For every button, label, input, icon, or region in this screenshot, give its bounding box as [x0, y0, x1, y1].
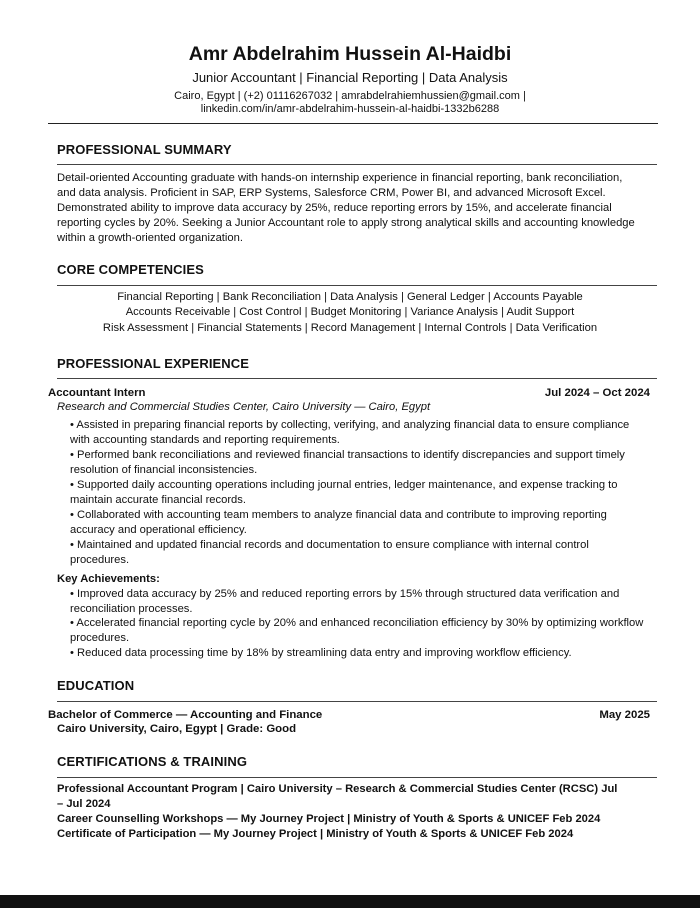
competencies-line-2: Accounts Receivable | Cost Control | Budget Monitoring | Variance Analysis | Audit Support — [125, 306, 575, 318]
achievements-heading: Key Achievements: — [57, 573, 160, 585]
experience-bullet-1: • Assisted in preparing financial reports by collecting, verifying, and analyzing financial data to ensure compliance with accounting standards and reporting requirements. — [70, 419, 630, 446]
summary-text: Detail-oriented Accounting graduate with hands-on internship experience in financial reporting, bank reconciliation, and data analysis. Proficient in SAP, ERP Systems, Salesforce CRM, Power BI, and advanced Microsoft Excel. Demonstrated ability to improve data accuracy by 25%, reduce reporting errors by 15%, and accelerate financial reporting cycles by 20%. Seeking a Junior Accountant role to apply strong analytical skills and accounting knowledge within a growth-oriented organization. — [57, 172, 635, 244]
competencies-heading: CORE COMPETENCIES — [57, 262, 204, 277]
certification-2: Career Counselling Workshops — My Journey Project | Ministry of Youth & Sports & UNICEF Feb 2024 — [57, 813, 601, 825]
experience-bullet-4: • Collaborated with accounting team members to analyze financial data and contribute to improving reporting accuracy and operational efficiency. — [70, 509, 607, 536]
certification-1-line-1: Professional Accountant Program | Cairo University – Research & Commercial Studies Center (RCSC) Jul — [57, 783, 618, 795]
education-divider — [57, 701, 657, 702]
degree-title: Bachelor of Commerce — Accounting and Finance — [48, 709, 323, 721]
certification-1-line-2: – Jul 2024 — [57, 798, 111, 810]
experience-divider — [57, 378, 657, 379]
certifications-heading: CERTIFICATIONS & TRAINING — [57, 754, 248, 769]
competencies-line-3: Risk Assessment | Financial Statements | Record Management | Internal Controls | Data Verification — [102, 322, 598, 334]
education-heading: EDUCATION — [57, 678, 135, 693]
bottom-bar — [0, 895, 700, 908]
contact-line-2: linkedin.com/in/amr-abdelrahim-hussein-al-haidbi-1332b6288 — [200, 103, 500, 115]
job-organization: Research and Commercial Studies Center, Cairo University — Cairo, Egypt — [57, 401, 431, 413]
experience-heading: PROFESSIONAL EXPERIENCE — [57, 356, 250, 371]
summary-heading: PROFESSIONAL SUMMARY — [57, 142, 232, 157]
candidate-tagline: Junior Accountant | Financial Reporting | Data Analysis — [192, 70, 508, 85]
competencies-divider — [57, 285, 657, 286]
certification-3: Certificate of Participation — My Journey Project | Ministry of Youth & Sports & UNICEF Feb 2024 — [57, 828, 574, 840]
achievement-bullet-2: • Accelerated financial reporting cycle by 20% and enhanced reconciliation efficiency by 30% by optimizing workflow procedures. — [70, 617, 644, 644]
header-divider — [48, 123, 658, 124]
summary-divider — [57, 164, 657, 165]
competencies-line-1: Financial Reporting | Bank Reconciliation | Data Analysis | General Ledger | Accounts Payable — [117, 291, 583, 303]
job-dates: Jul 2024 – Oct 2024 — [544, 387, 650, 399]
certifications-divider — [57, 777, 657, 778]
experience-bullet-5: • Maintained and updated financial records and documentation to ensure compliance with internal control procedures. — [70, 539, 589, 566]
job-title: Accountant Intern — [48, 387, 146, 399]
achievement-bullet-1: • Improved data accuracy by 25% and reduced reporting errors by 15% through structured data verification and reconciliation processes. — [70, 588, 620, 615]
experience-bullet-3: • Supported daily accounting operations including journal entries, ledger maintenance, and expense tracking to maintain accurate financial records. — [70, 479, 618, 506]
experience-bullet-2: • Performed bank reconciliations and reviewed financial transactions to identify discrepancies and support timely resolution of financial inconsistencies. — [70, 449, 625, 476]
degree-date: May 2025 — [599, 709, 650, 721]
contact-line-1: Cairo, Egypt | (+2) 01116267032 | amrabdelrahiemhussien@gmail.com | — [174, 90, 526, 102]
achievement-bullet-3: • Reduced data processing time by 18% by streamlining data entry and improving workflow efficiency. — [70, 647, 572, 659]
degree-details: Cairo University, Cairo, Egypt | Grade: Good — [57, 723, 297, 735]
candidate-name: Amr Abdelrahim Hussein Al-Haidbi — [188, 43, 512, 65]
